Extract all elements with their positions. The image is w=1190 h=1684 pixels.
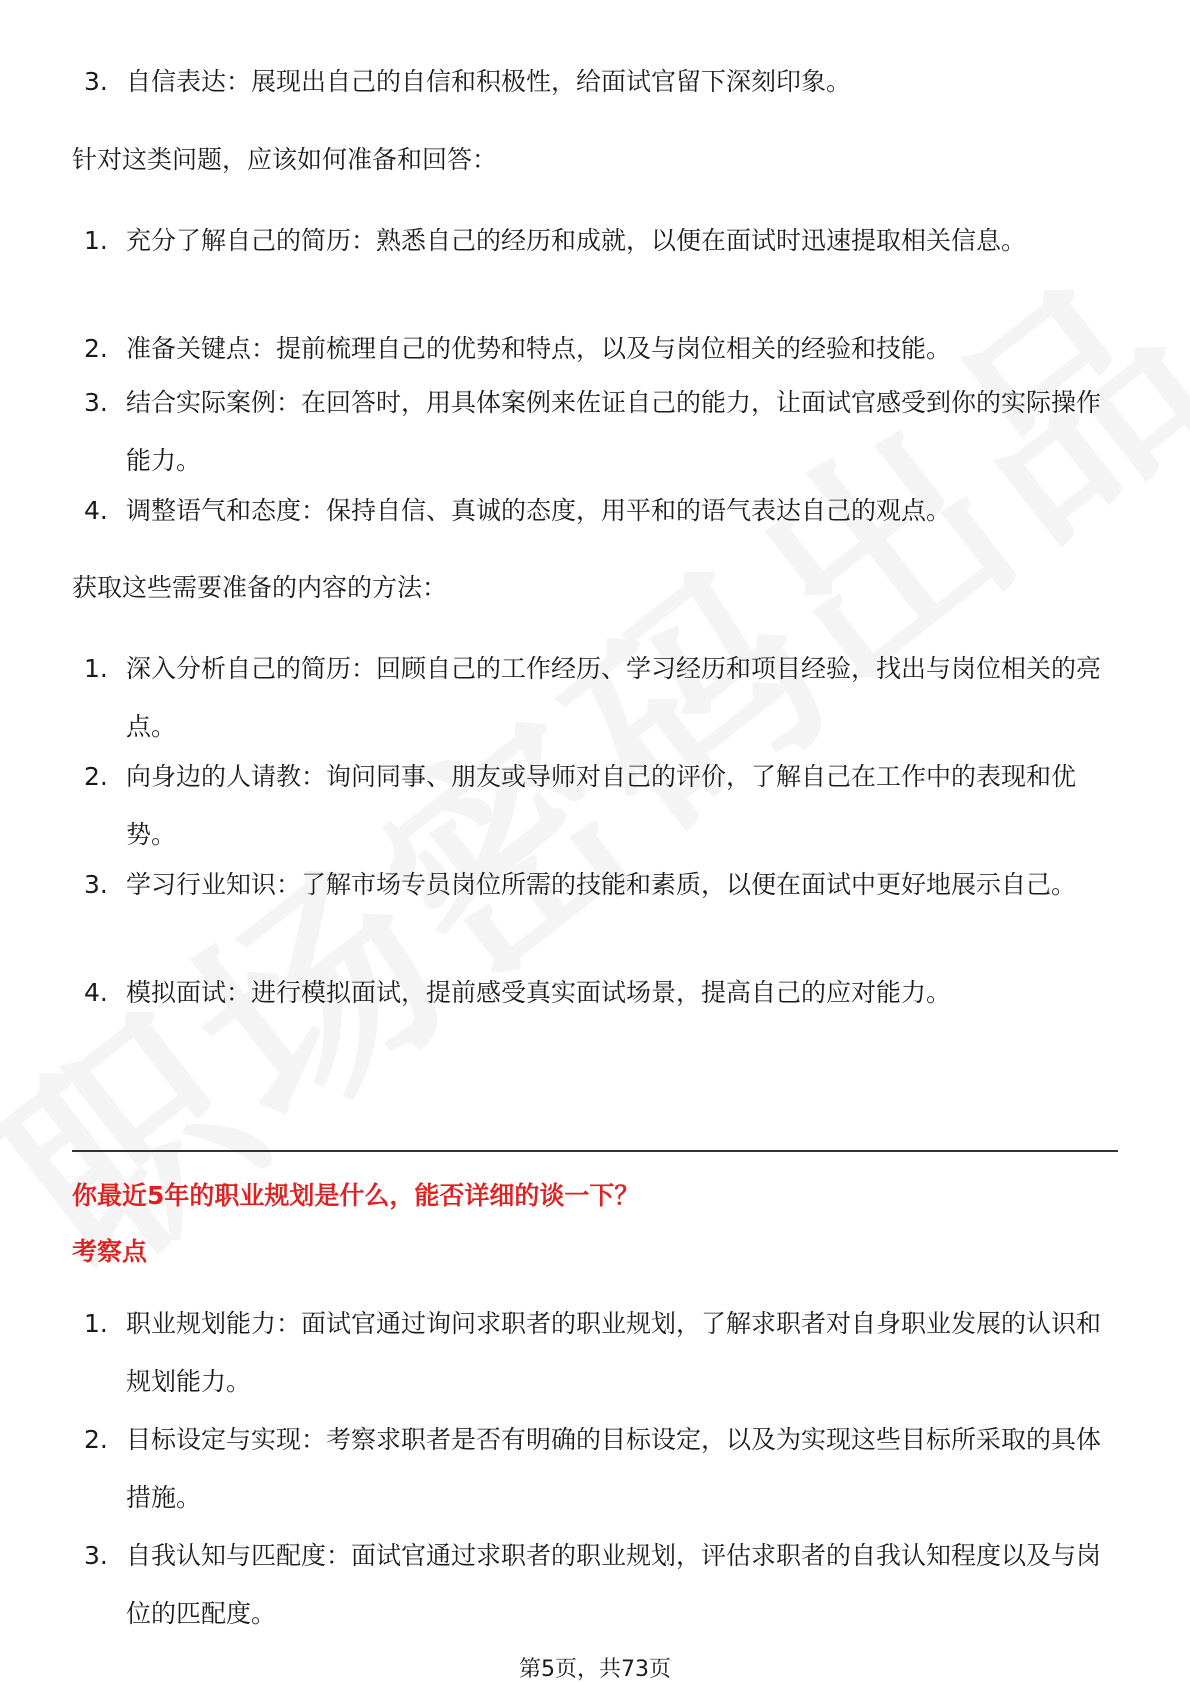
list-item: [84, 53, 1114, 111]
list-text: 充分了解自己的简历：熟悉自己的经历和成就，以便在面试时迅速提取相关信息。: [126, 226, 1027, 255]
list-text: 准备关键点：提前梳理自己的优势和特点，以及与岗位相关的经验和技能。: [126, 334, 952, 363]
list-item: [84, 748, 1114, 864]
section-heading: 针对这类问题，应该如何准备和回答：: [72, 145, 498, 174]
question-subtitle: 考察点: [72, 1237, 148, 1266]
list-text: 职业规划能力：面试官通过询问求职者的职业规划，了解求职者对自身职业发展的认识和规划能力。: [126, 1309, 1102, 1396]
list-item: [84, 964, 1114, 1022]
list-number: 1.: [84, 1309, 108, 1338]
list-number: 4.: [84, 496, 108, 525]
list-text: 目标设定与实现：考察求职者是否有明确的目标设定，以及为实现这些目标所采取的具体措施。: [126, 1425, 1102, 1512]
list-number: 3.: [84, 870, 108, 899]
list-item: [84, 856, 1114, 914]
list-item: [84, 1527, 1114, 1643]
list-text: 结合实际案例：在回答时，用具体案例来佐证自己的能力，让面试官感受到你的实际操作能力。: [126, 388, 1102, 475]
list-text: 向身边的人请教：询问同事、朋友或导师对自己的评价，了解自己在工作中的表现和优势。: [126, 762, 1077, 849]
list-text: 学习行业知识：了解市场专员岗位所需的技能和素质，以便在面试中更好地展示自己。: [126, 870, 1077, 899]
list-text: 调整语气和态度：保持自信、真诚的态度，用平和的语气表达自己的观点。: [126, 496, 952, 525]
section-heading: 获取这些需要准备的内容的方法：: [72, 573, 448, 602]
divider: [72, 1150, 1118, 1152]
list-number: 4.: [84, 978, 108, 1007]
question-title: 你最近5年的职业规划是什么，能否详细的谈一下？: [72, 1181, 640, 1210]
list-text: 自我认知与匹配度：面试官通过求职者的职业规划，评估求职者的自我认知程度以及与岗位的匹配度。: [126, 1541, 1102, 1628]
list-item: [84, 482, 1114, 540]
list-item: [84, 1411, 1114, 1527]
page-footer: 第5页，共73页: [519, 1657, 671, 1682]
list-text: 模拟面试：进行模拟面试，提前感受真实面试场景，提高自己的应对能力。: [126, 978, 952, 1007]
list-item: [84, 212, 1114, 270]
list-number: 2.: [84, 334, 108, 363]
list-number: 2.: [84, 1425, 108, 1454]
list-item: [84, 320, 1114, 378]
list-text: 自信表达：展现出自己的自信和积极性，给面试官留下深刻印象。: [126, 67, 852, 96]
list-text: 深入分析自己的简历：回顾自己的工作经历、学习经历和项目经验，找出与岗位相关的亮点。: [126, 654, 1102, 741]
list-number: 3.: [84, 388, 108, 417]
list-item: [84, 640, 1114, 756]
list-number: 2.: [84, 762, 108, 791]
list-number: 3.: [84, 67, 108, 96]
list-number: 1.: [84, 654, 108, 683]
list-number: 1.: [84, 226, 108, 255]
list-item: [84, 1295, 1114, 1411]
list-number: 3.: [84, 1541, 108, 1570]
list-item: [84, 374, 1114, 490]
